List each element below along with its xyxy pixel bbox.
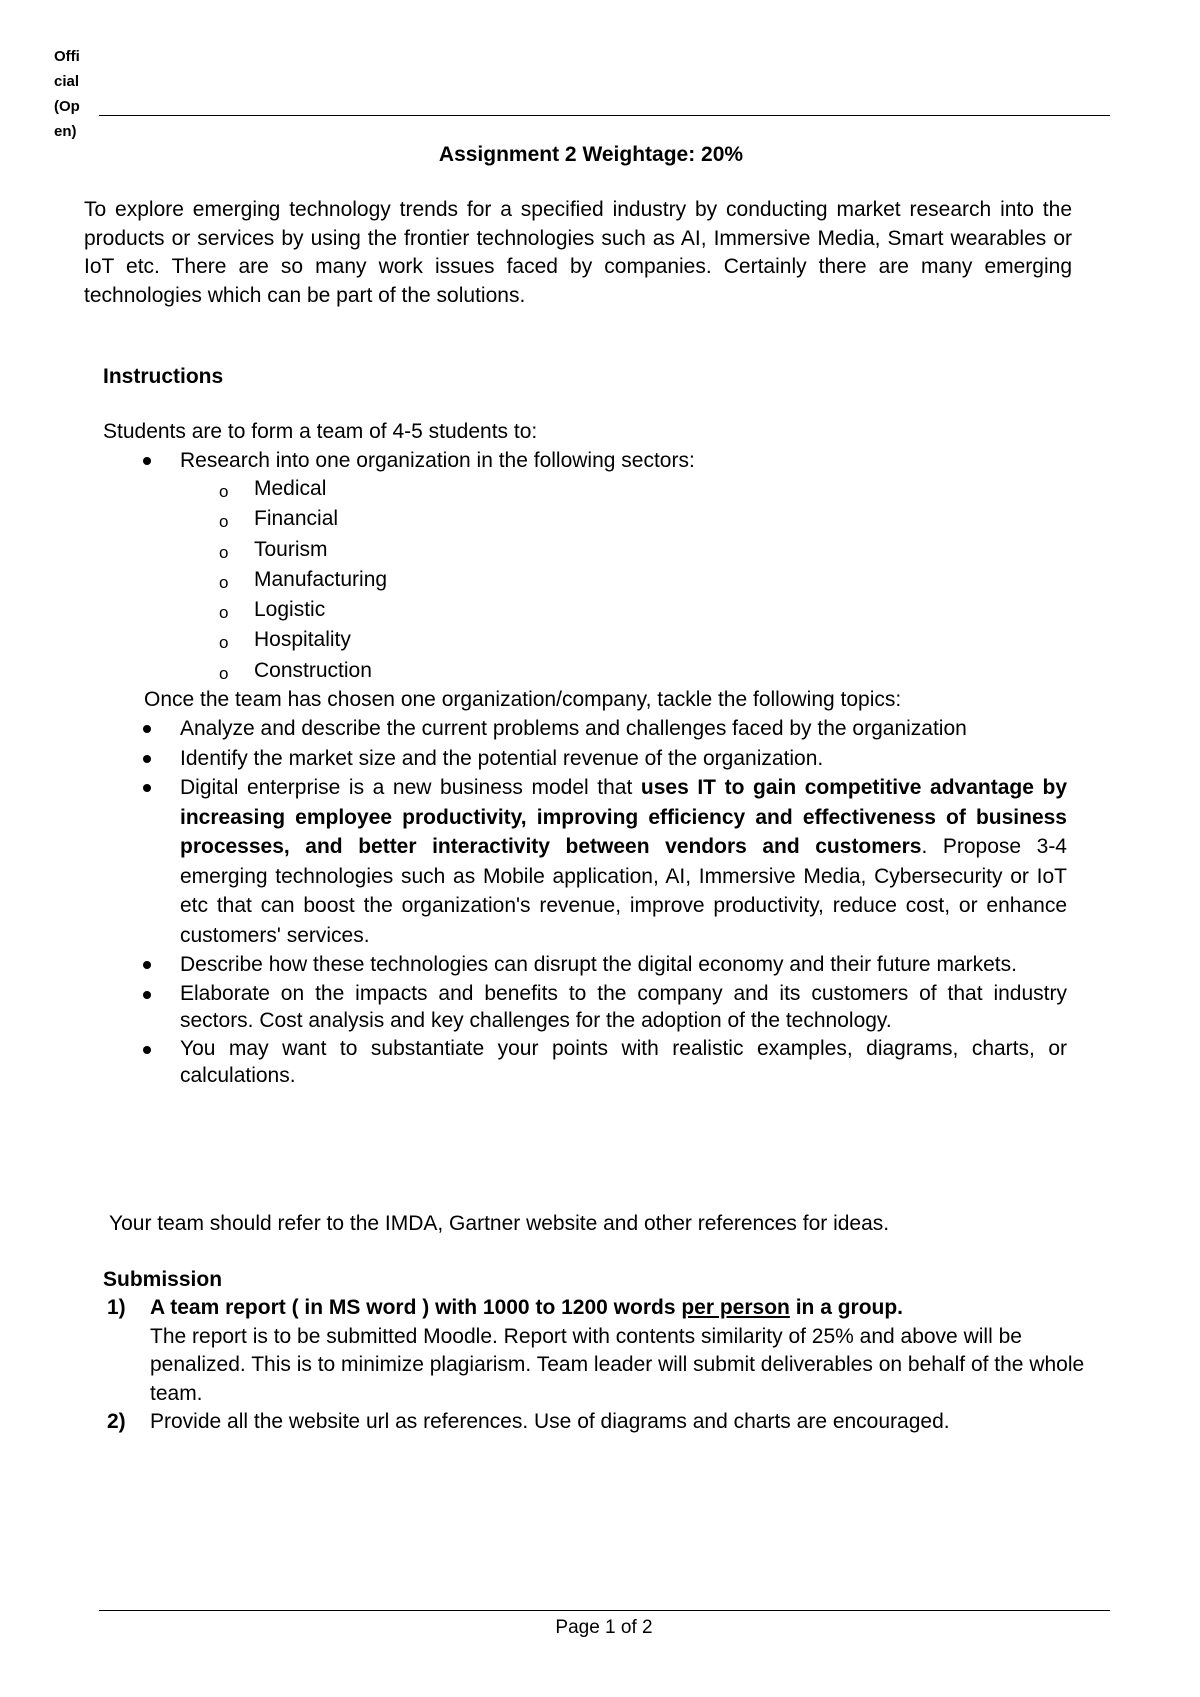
list-item <box>139 1035 1067 1090</box>
sector-label: Medical <box>254 477 327 500</box>
list-item <box>219 565 387 595</box>
submission-title-underline: per person <box>681 1296 790 1319</box>
submission-title-post: in a group. <box>789 1296 904 1319</box>
header-divider <box>99 115 1110 116</box>
topics-list <box>139 714 1067 1090</box>
circle-bullet-icon: o <box>219 603 229 623</box>
instructions-heading: Instructions <box>103 365 224 388</box>
list-item <box>219 535 387 565</box>
submission-text: Provide all the website url as references. Use of diagrams and charts are encouraged. <box>150 1410 950 1433</box>
page-title: Assignment 2 Weightage: 20% <box>438 143 744 166</box>
circle-bullet-icon: o <box>219 663 229 683</box>
item-number: 1) <box>107 1296 126 1319</box>
circle-bullet-icon: o <box>219 633 229 653</box>
bullet-icon <box>143 1046 151 1054</box>
submission-detail: The report is to be submitted Moodle. Report with contents similarity of 25% and above will be penalized. This is to minimize plagiarism. Team leader will submit deliverables on behalf of the whole team. <box>150 1324 1085 1405</box>
circle-bullet-icon: o <box>219 572 229 592</box>
research-bullet-list <box>139 446 1067 476</box>
bullet-icon <box>143 725 151 733</box>
submission-title-pre: A team report ( in MS word ) with 1000 to 1200 words <box>150 1296 682 1319</box>
list-item <box>219 595 387 625</box>
list-item <box>139 714 1067 744</box>
sector-label: Manufacturing <box>254 567 388 591</box>
list-item <box>139 950 1067 980</box>
sector-list <box>219 474 387 686</box>
topics-intro: Once the team has chosen one organization/company, tackle the following topics: <box>144 688 902 711</box>
sector-label: Logistic <box>254 598 326 622</box>
bullet-icon <box>143 755 151 763</box>
topic-text: Elaborate on the impacts and benefits to the company and its customers of that industry sectors. Cost analysis and key challenges for the adoption of the technology. <box>180 981 1067 1032</box>
topic-text-bold: uses IT to gain competitive advantage by increasing employee productivity, improving efficiency and effectiveness of business processes, and better interactivity between vendors and customers <box>180 776 1067 858</box>
list-item <box>107 1294 1120 1408</box>
sector-label: Financial <box>254 507 339 531</box>
submission-list <box>107 1294 1120 1437</box>
bullet-icon <box>143 961 151 969</box>
circle-bullet-icon: o <box>219 512 229 532</box>
classification-label-line: cial <box>54 73 80 90</box>
classification-label-line: en) <box>54 123 77 140</box>
topic-text: You may want to substantiate your points with realistic examples, diagrams, charts, or calculations. <box>180 1036 1067 1087</box>
topic-text: Identify the market size and the potential revenue of the organization. <box>180 746 824 770</box>
classification-label-line: Offi <box>54 48 80 65</box>
references-line: Your team should refer to the IMDA, Gartner website and other references for ideas. <box>109 1212 890 1235</box>
topic-text-post: . Propose 3-4 emerging technologies such as Mobile application, AI, Immersive Media, Cybersecurity or IoT etc that can boost the organization's revenue, improve productivity, reduce cost, or enhance customers' services. <box>180 835 1067 947</box>
topic-text: Analyze and describe the current problems and challenges faced by the organization <box>180 717 967 740</box>
item-number: 2) <box>107 1410 126 1433</box>
list-item <box>219 504 387 534</box>
intro-paragraph: To explore emerging technology trends for a specified industry by conducting market research into the products or services by using the frontier technologies such as AI, Immersive Media, Smart wearables or IoT etc. There are so many work issues faced by companies. Certainly there are many emerging technologies which can be part of the solutions. <box>84 198 1072 307</box>
list-item <box>139 446 1067 476</box>
list-item <box>219 625 387 655</box>
list-item <box>139 744 1067 774</box>
list-item <box>219 474 387 504</box>
team-line: Students are to form a team of 4-5 students to: <box>103 420 538 443</box>
topic-text-pre: Digital enterprise is a new business model that <box>180 776 641 799</box>
sector-label: Tourism <box>254 537 328 561</box>
bullet-icon <box>143 784 151 792</box>
sector-label: Construction <box>254 658 372 682</box>
submission-heading: Submission <box>103 1268 223 1291</box>
circle-bullet-icon: o <box>219 482 229 501</box>
classification-label <box>54 44 92 144</box>
topic-text: Describe how these technologies can disrupt the digital economy and their future markets. <box>180 953 1017 976</box>
sector-label: Hospitality <box>254 628 351 652</box>
circle-bullet-icon: o <box>219 542 229 562</box>
list-item <box>219 656 387 686</box>
bullet-text: Research into one organization in the following sectors: <box>180 449 695 472</box>
list-item <box>107 1408 1120 1437</box>
bullet-icon <box>143 991 151 999</box>
page-number: Page 1 of 2 <box>555 1617 653 1638</box>
classification-label-line: (Op <box>54 98 80 115</box>
list-item <box>139 980 1067 1035</box>
footer-divider <box>99 1610 1110 1611</box>
bullet-icon <box>143 457 151 465</box>
list-item <box>139 773 1067 950</box>
